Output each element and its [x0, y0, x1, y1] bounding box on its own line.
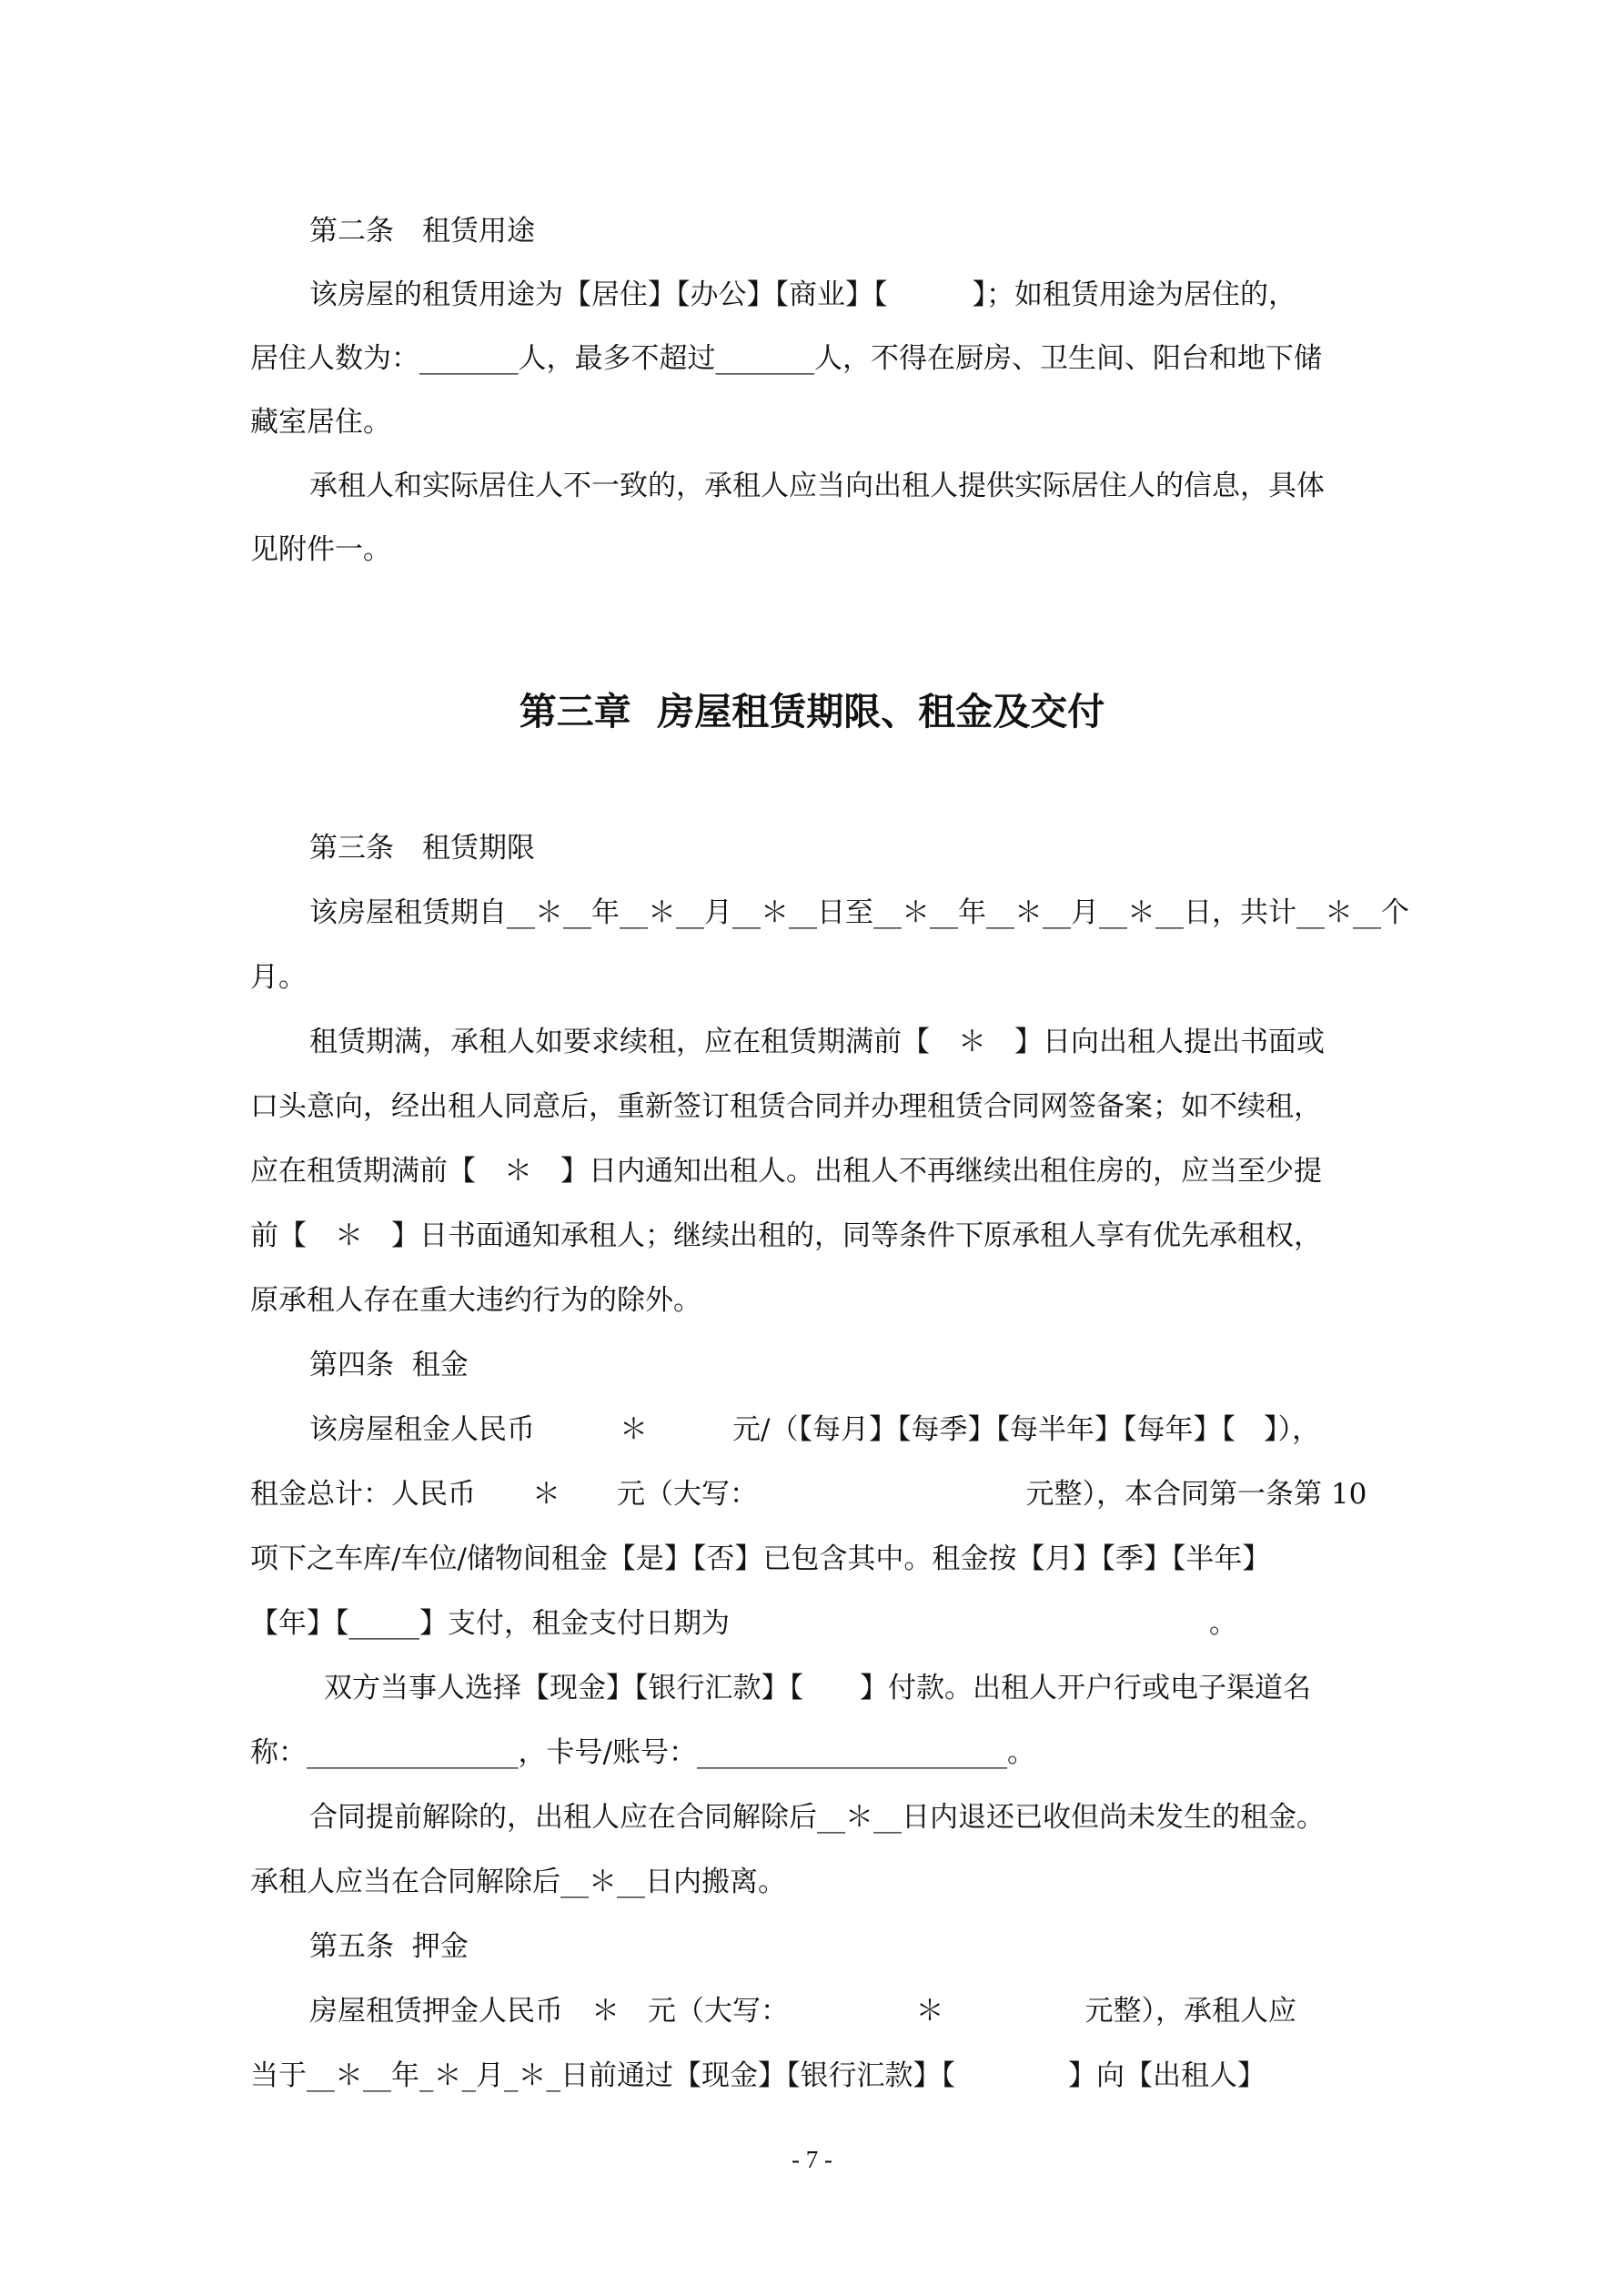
article2-line-2: 居住人数为：_______人，最多不超过_______人，不得在厨房、卫生间、阳台和地下储 — [250, 342, 1322, 375]
article4-line-8: 承租人应当在合同解除后__＊__日内搬离。 — [250, 1866, 786, 1898]
article4-heading: 第四条 租金 — [309, 1349, 469, 1381]
article3-line-2: 月。 — [250, 961, 307, 994]
article2-heading: 第二条 租赁用途 — [309, 215, 535, 248]
article5-line-1: 房屋租赁押金人民币 ＊ 元（大写： ＊ 元整），承租人应 — [309, 1995, 1296, 2028]
article4-line-6: 称：_______________，卡号/账号：______________________。 — [250, 1736, 1035, 1769]
article2-line-1: 该房屋的租赁用途为【居住】【办公】【商业】【 】；如租赁用途为居住的， — [309, 278, 1296, 311]
chapter-title: 第三章 房屋租赁期限、租金及交付 — [519, 690, 1105, 733]
article3-heading: 第三条 租赁期限 — [309, 832, 535, 865]
article5-heading: 第五条 押金 — [309, 1930, 469, 1963]
article3-line-6: 前【 ＊ 】日书面通知承租人；继续出租的，同等条件下原承租人享有优先承租权， — [250, 1219, 1322, 1252]
article5-line-2: 当于__＊__年_＊_月_＊_日前通过【现金】【银行汇款】【 】向【出租人】 — [250, 2059, 1266, 2092]
article2-line-5: 见附件一。 — [250, 533, 391, 566]
article4-line-7: 合同提前解除的，出租人应在合同解除后__＊__日内退还已收但尚未发生的租金。 — [309, 1801, 1325, 1834]
article2-line-3: 藏室居住。 — [250, 406, 391, 439]
page-number: - 7 - — [792, 2146, 832, 2173]
article4-line-5: 双方当事人选择【现金】【银行汇款】【 】付款。出租人开户行或电子渠道名 — [324, 1672, 1311, 1704]
article3-line-1: 该房屋租赁期自__＊__年__＊__月__＊__日至__＊__年__＊__月__＊__日，共计__＊__个 — [309, 896, 1409, 929]
article2-line-4: 承租人和实际居住人不一致的，承租人应当向出租人提供实际居住人的信息，具体 — [309, 470, 1325, 502]
article3-line-7: 原承租人存在重大违约行为的除外。 — [250, 1284, 701, 1317]
article3-line-3: 租赁期满，承租人如要求续租，应在租赁期满前【 ＊ 】日向出租人提出书面或 — [309, 1026, 1325, 1058]
article4-line-2: 租金总计：人民币 ＊ 元（大写： 元整），本合同第一条第 10 — [250, 1478, 1367, 1511]
article4-line-3: 项下之车库/车位/储物间租金【是】【否】已包含其中。租金按【月】【季】【半年】 — [250, 1542, 1271, 1575]
article3-line-4: 口头意向，经出租人同意后，重新签订租赁合同并办理租赁合同网签备案；如不续租， — [250, 1090, 1322, 1123]
article3-line-5: 应在租赁期满前【 ＊ 】日内通知出租人。出租人不再继续出租住房的，应当至少提 — [250, 1155, 1322, 1188]
article4-line-4: 【年】【_____】支付，租金支付日期为 。 — [250, 1607, 1237, 1640]
article4-line-1: 该房屋租金人民币 ＊ 元/（【每月】【每季】【每半年】【每年】【 】）， — [309, 1413, 1320, 1446]
